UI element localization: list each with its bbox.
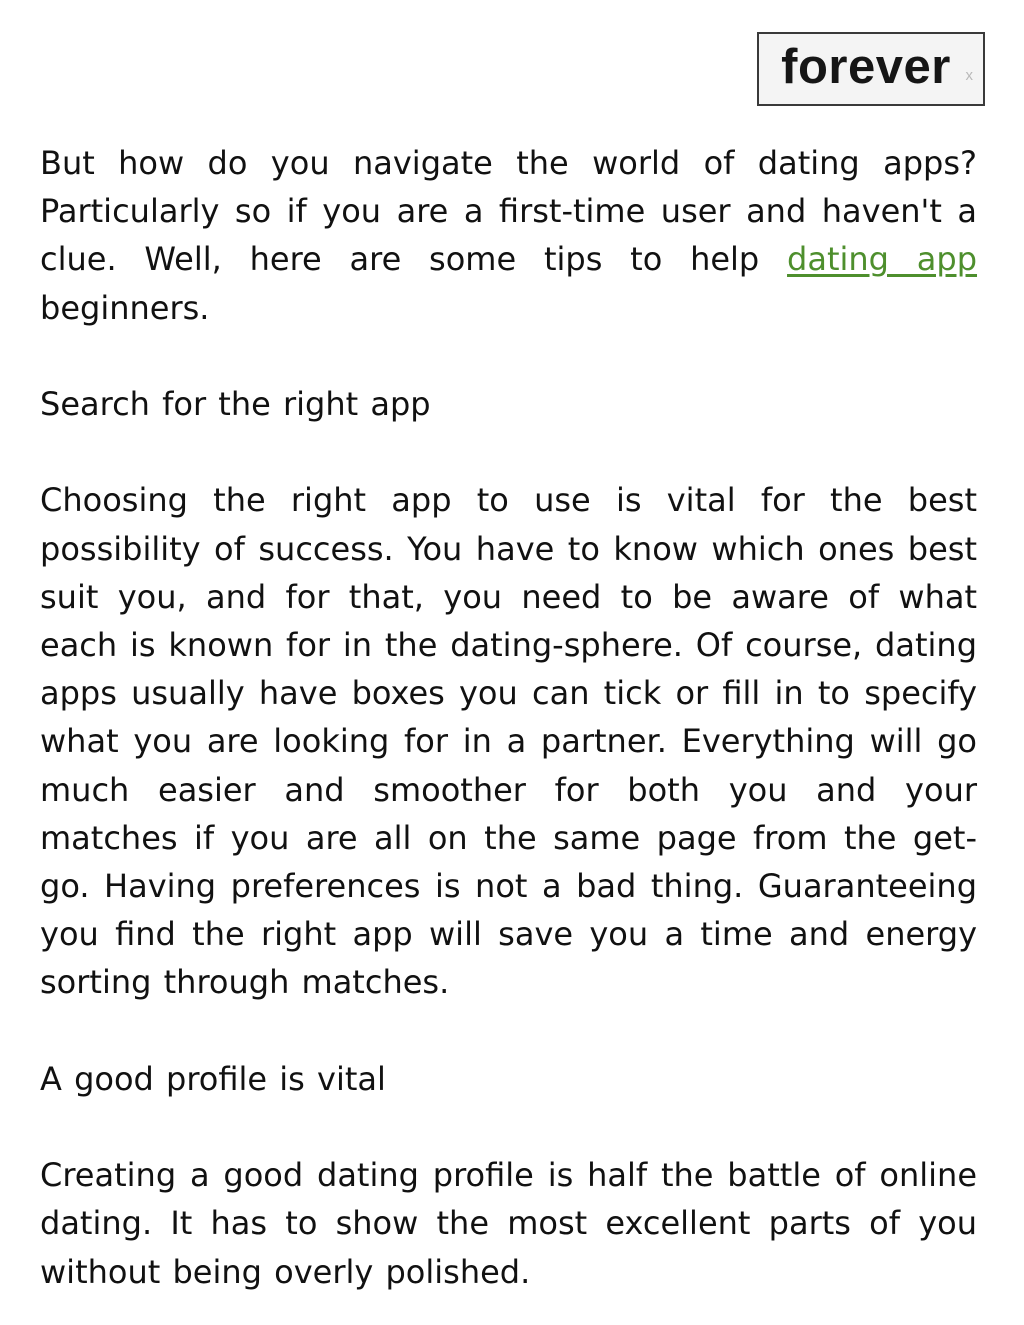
logo-mark: x (965, 67, 973, 84)
dating-app-link[interactable]: dating app (787, 240, 978, 279)
section-heading: Search for the right app (40, 385, 431, 423)
section-paragraph: Choosing the right app to use is vital for the best possibility of success. You have to know which ones best suit you, and for that, you need to be aware of what each is known for in the dating-sphere. Of course, dating apps usually have boxes you can tick or fill in to specify what you are looking for in a partner. Everything will go much easier and smoother for both you and your matches if you are all on the same page from the get-go. Having preferences is not a bad thing. Guaranteeing you find the right app will save you a time and energy sorting through matches. (40, 481, 977, 1002)
spacer (40, 1007, 977, 1055)
article-body (40, 139, 977, 1296)
spacer (40, 1103, 977, 1151)
intro-text-after: beginners. (40, 288, 210, 327)
spacer (40, 428, 977, 476)
logo-wordmark: forever (781, 39, 951, 94)
section-paragraph: Creating a good dating profile is half the battle of online dating. It has to show the most excellent parts of you without being overly polished. (40, 1156, 977, 1291)
spacer (40, 332, 977, 380)
intro-paragraph (40, 139, 977, 332)
section-heading: A good profile is vital (40, 1059, 386, 1098)
intro-text-before: But how do you navigate the world of dating apps? Particularly so if you are a first-time user and haven't a clue. Well, here are some tips to help (40, 144, 977, 279)
brand-logo (757, 32, 985, 106)
